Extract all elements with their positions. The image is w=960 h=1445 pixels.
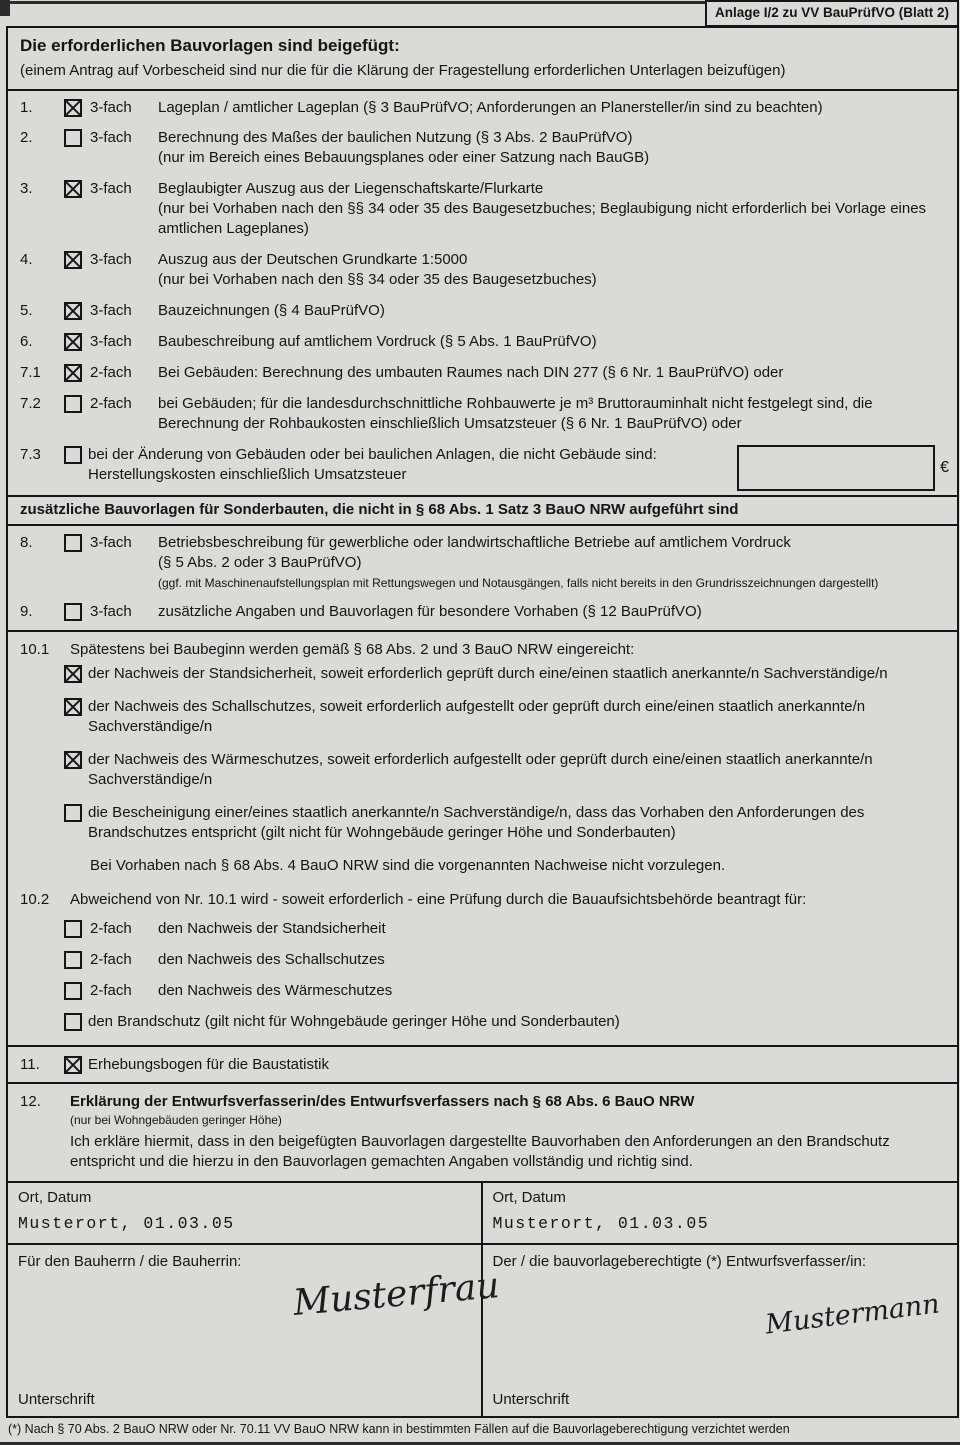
sub-item-text: den Brandschutz (gilt nicht für Wohngebäude geringer Höhe und Sonderbauten) <box>88 1013 620 1031</box>
declaration-body: Ich erkläre hiermit, dass in den beigefügten Bauvorlagen dargestellte Bauvorhaben den Anforderungen an den Brandschutz entspricht und die hierzu in den Bauvorlagen gemachten Angaben vollständig und richtig sind. <box>70 1133 890 1170</box>
item-number: 5. <box>20 302 33 320</box>
copies-label: 2-fach <box>90 982 132 1000</box>
copies-label: 3-fach <box>90 302 132 320</box>
cost-field-wrap <box>737 445 949 491</box>
form-item-5 <box>8 294 957 325</box>
section-header-text: Abweichend von Nr. 10.1 wird - soweit erforderlich - eine Prüfung durch die Bauaufsichtsbehörde beantragt für: <box>70 890 807 908</box>
form-title: Die erforderlichen Bauvorlagen sind beigefügt: <box>20 36 400 55</box>
copies-label: 3-fach <box>90 98 132 116</box>
item-small-note: (ggf. mit Maschinenaufstellungsplan mit Rettungswegen und Notausgängen, falls nicht bereits in den Grundrisszeichnungen dargestellt) <box>158 575 879 590</box>
item-number: 8. <box>20 533 33 551</box>
section-number: 10.1 <box>20 641 50 659</box>
pruefung-standsicherheit-row <box>8 919 957 939</box>
form-header <box>8 28 957 91</box>
scan-artifact-corner <box>0 0 10 16</box>
item-text: zusätzliche Angaben und Bauvorlagen für besondere Vorhaben (§ 12 BauPrüfVO) <box>158 603 702 621</box>
declaration-subtitle: (nur bei Wohngebäuden geringer Höhe) <box>70 1113 282 1128</box>
copies-label: 3-fach <box>90 332 132 350</box>
sub-item-text: der Nachweis des Wärmeschutzes, soweit erforderlich aufgestellt oder geprüft durch eine/einen staatlich anerkannte/n Sachverständige/n <box>88 750 873 788</box>
section-10-1-footer: Bei Vorhaben nach § 68 Abs. 4 BauO NRW sind die vorgenannten Nachweise nicht vorzulegen. <box>90 856 726 874</box>
section-number: 12. <box>20 1093 41 1111</box>
item-text: Lageplan / amtlicher Lageplan (§ 3 BauPrüfVO; Anforderungen an Planersteller/in sind zu beachten) <box>158 98 823 116</box>
item-number: 2. <box>20 129 33 147</box>
item-note: (nur bei Vorhaben nach den §§ 34 oder 35 des Baugesetzbuches; Beglaubigung nicht erforderlich bei Vorlage eines amtlichen Lageplanes) <box>158 200 927 238</box>
item-6-checkbox[interactable] <box>64 333 82 351</box>
item-7-1-checkbox[interactable] <box>64 364 82 382</box>
form-item-9 <box>8 595 957 630</box>
section-10-2 <box>8 886 957 1046</box>
item-number: 4. <box>20 251 33 269</box>
role-label: Der / die bauvorlageberechtigte (*) Entwurfsverfasser/in: <box>492 1252 867 1270</box>
item-8-checkbox[interactable] <box>64 534 82 552</box>
form-item-3 <box>8 172 957 243</box>
item-1-checkbox[interactable] <box>64 99 82 117</box>
item-9-checkbox[interactable] <box>64 603 82 621</box>
euro-symbol: € <box>940 459 949 477</box>
nachweis-schallschutz-checkbox[interactable] <box>64 698 82 716</box>
section-10-1-header <box>8 632 957 664</box>
form-item-11 <box>8 1045 957 1082</box>
date-value-right: Musterort, 01.03.05 <box>492 1213 710 1233</box>
sub-item-text: den Nachweis der Standsicherheit <box>158 920 386 938</box>
item-note: (nur bei Vorhaben nach den §§ 34 oder 35 des Baugesetzbuches) <box>158 271 597 289</box>
copies-label: 3-fach <box>90 533 132 551</box>
pruefung-brandschutz-checkbox[interactable] <box>64 1013 82 1031</box>
date-cell-right <box>483 1183 958 1243</box>
item-text: Betriebsbeschreibung für gewerbliche oder landwirtschaftliche Betriebe auf amtlichem Vordruck <box>158 533 791 551</box>
form-item-2 <box>8 121 957 172</box>
item-7-3-checkbox[interactable] <box>64 446 82 464</box>
nachweis-standsicherheit-checkbox[interactable] <box>64 665 82 683</box>
brandschutz-bescheinigung-checkbox[interactable] <box>64 804 82 822</box>
signature-cell-entwurfsverfasser <box>483 1245 958 1417</box>
sub-item-text: die Bescheinigung einer/eines staatlich anerkannte/n Sachverständige/n, dass das Vorhaben den Anforderungen des Brandschutzes entspricht (gilt nicht für Wohngebäude geringer Höhe und Sonderbauten) <box>88 803 865 841</box>
copies-label: 3-fach <box>90 180 132 198</box>
date-cell-left <box>8 1183 483 1243</box>
sub-item-text: der Nachweis der Standsicherheit, soweit erforderlich geprüft durch eine/einen staatlich anerkannte/n Sachverständige/n <box>88 665 888 683</box>
pruefung-brandschutz-row <box>8 1012 957 1032</box>
signature-cell-bauherr <box>8 1245 502 1417</box>
sub-item-brandschutz-bescheinigung <box>8 803 957 843</box>
form-item-8 <box>8 526 957 595</box>
section-number: 10.2 <box>20 890 50 908</box>
sub-item-schallschutz <box>8 697 957 737</box>
item-text-wrap <box>152 128 949 168</box>
nachweis-waermeschutz-checkbox[interactable] <box>64 751 82 769</box>
entwurfsverfasser-signature: Mustermann <box>763 1288 941 1341</box>
date-row <box>8 1181 957 1245</box>
item-text: Bauzeichnungen (§ 4 BauPrüfVO) <box>158 302 385 320</box>
copies-label: 3-fach <box>90 603 132 621</box>
form-item-1 <box>8 91 957 122</box>
form-item-7-3 <box>8 438 957 495</box>
footnote: (*) Nach § 70 Abs. 2 BauO NRW oder Nr. 70.11 VV BauO NRW kann in bestimmten Fällen auf die Bauvorlageberechtigung verzichtet werden <box>0 1418 960 1445</box>
sub-item-text: der Nachweis des Schallschutzes, soweit erforderlich aufgestellt oder geprüft durch eine/einen staatlich anerkannte/n Sachverständige/n <box>88 697 866 735</box>
item-number: 6. <box>20 332 33 350</box>
section-12-content <box>64 1092 949 1172</box>
section-header-text: Spätestens bei Baubeginn werden gemäß § 68 Abs. 2 und 3 BauO NRW eingereicht: <box>70 641 635 659</box>
pruefung-schallschutz-row <box>8 950 957 970</box>
copies-label: 3-fach <box>90 129 132 147</box>
sub-item-text: den Nachweis des Wärmeschutzes <box>158 982 393 1000</box>
signature-row <box>8 1245 957 1417</box>
item-number: 7.2 <box>20 394 41 412</box>
role-label: Für den Bauherrn / die Bauherrin: <box>18 1252 242 1270</box>
item-text-wrap <box>152 250 949 290</box>
date-label: Ort, Datum <box>492 1188 566 1206</box>
sub-item-waermeschutz <box>8 750 957 790</box>
pruefung-schallschutz-checkbox[interactable] <box>64 951 82 969</box>
copies-label: 2-fach <box>90 363 132 381</box>
item-number: 11. <box>20 1056 40 1074</box>
signature-caption: Unterschrift <box>18 1391 95 1409</box>
sub-item-standsicherheit <box>8 664 957 684</box>
pruefung-waermeschutz-checkbox[interactable] <box>64 982 82 1000</box>
item-7-2-checkbox[interactable] <box>64 395 82 413</box>
copies-label: 2-fach <box>90 920 132 938</box>
item-text: bei Gebäuden; für die landesdurchschnittliche Rohbauwerte je m³ Bruttorauminhalt nicht festgelegt sind, die Berechnung der Rohbaukosten einschließlich Umsatzsteuer (§ 6 Nr. 1 BauPrüfVO) oder <box>158 394 873 432</box>
pruefung-standsicherheit-checkbox[interactable] <box>64 920 82 938</box>
item-3-checkbox[interactable] <box>64 180 82 198</box>
item-text: Beglaubigter Auszug aus der Liegenschaftskarte/Flurkarte <box>158 180 544 198</box>
bauherr-signature: Musterfrau <box>291 1264 502 1324</box>
item-text: bei der Änderung von Gebäuden oder bei baulichen Anlagen, die nicht Gebäude sind: Herstellungskosten einschließlich Umsatzsteuer <box>88 445 657 483</box>
form-item-6 <box>8 325 957 356</box>
date-value-left: Musterort, 01.03.05 <box>18 1213 235 1233</box>
section-10-2-header <box>8 886 957 920</box>
item-text-wrap <box>152 179 949 239</box>
item-number: 3. <box>20 180 33 198</box>
copies-label: 2-fach <box>90 951 132 969</box>
item-11-checkbox[interactable] <box>64 1056 82 1074</box>
form-item-7-2 <box>8 387 957 438</box>
item-number: 9. <box>20 603 33 621</box>
section-10-1 <box>8 632 957 885</box>
copies-label: 2-fach <box>90 394 132 412</box>
pruefung-waermeschutz-row <box>8 981 957 1001</box>
item-2-checkbox[interactable] <box>64 129 82 147</box>
item-number: 7.3 <box>20 445 41 463</box>
copies-label: 3-fach <box>90 251 132 269</box>
sub-item-text: den Nachweis des Schallschutzes <box>158 951 385 969</box>
form-item-4 <box>8 243 957 294</box>
item-text: Berechnung des Maßes der baulichen Nutzung (§ 3 Abs. 2 BauPrüfVO) <box>158 129 633 147</box>
item-text: Auszug aus der Deutschen Grundkarte 1:5000 <box>158 251 468 269</box>
page-top-margin <box>0 0 960 26</box>
item-text: Baubeschreibung auf amtlichem Vordruck (§ 5 Abs. 1 BauPrüfVO) <box>158 332 597 350</box>
form-reference-label: Anlage I/2 zu VV BauPrüfVO (Blatt 2) <box>705 0 959 27</box>
cost-amount-box[interactable] <box>737 445 935 491</box>
bauvorlagen-form <box>6 26 959 1418</box>
item-text-line2: (§ 5 Abs. 2 oder 3 BauPrüfVO) <box>158 553 362 571</box>
signature-caption: Unterschrift <box>492 1391 570 1409</box>
item-text: Bei Gebäuden: Berechnung des umbauten Raumes nach DIN 277 (§ 6 Nr. 1 BauPrüfVO) oder <box>158 363 784 381</box>
form-subtitle: (einem Antrag auf Vorbescheid sind nur die für die Klärung der Fragestellung erforderlichen Unterlagen beizufügen) <box>20 61 786 79</box>
item-note: (nur im Bereich eines Bebauungsplanes oder einer Satzung nach BauGB) <box>158 149 650 167</box>
declaration-title: Erklärung der Entwurfsverfasserin/des Entwurfsverfassers nach § 68 Abs. 6 BauO NRW <box>70 1093 695 1111</box>
item-4-checkbox[interactable] <box>64 251 82 269</box>
scan-artifact-line <box>0 1 726 4</box>
date-label: Ort, Datum <box>18 1188 92 1206</box>
sonderbauten-section-header: zusätzliche Bauvorlagen für Sonderbauten, die nicht in § 68 Abs. 1 Satz 3 BauO NRW aufgeführt sind <box>8 495 957 526</box>
item-number: 1. <box>20 98 33 116</box>
form-item-7-1 <box>8 356 957 387</box>
item-text-wrap <box>152 533 949 591</box>
item-text: Erhebungsbogen für die Baustatistik <box>88 1056 329 1074</box>
item-5-checkbox[interactable] <box>64 302 82 320</box>
item-number: 7.1 <box>20 363 41 381</box>
section-12 <box>8 1082 957 1181</box>
